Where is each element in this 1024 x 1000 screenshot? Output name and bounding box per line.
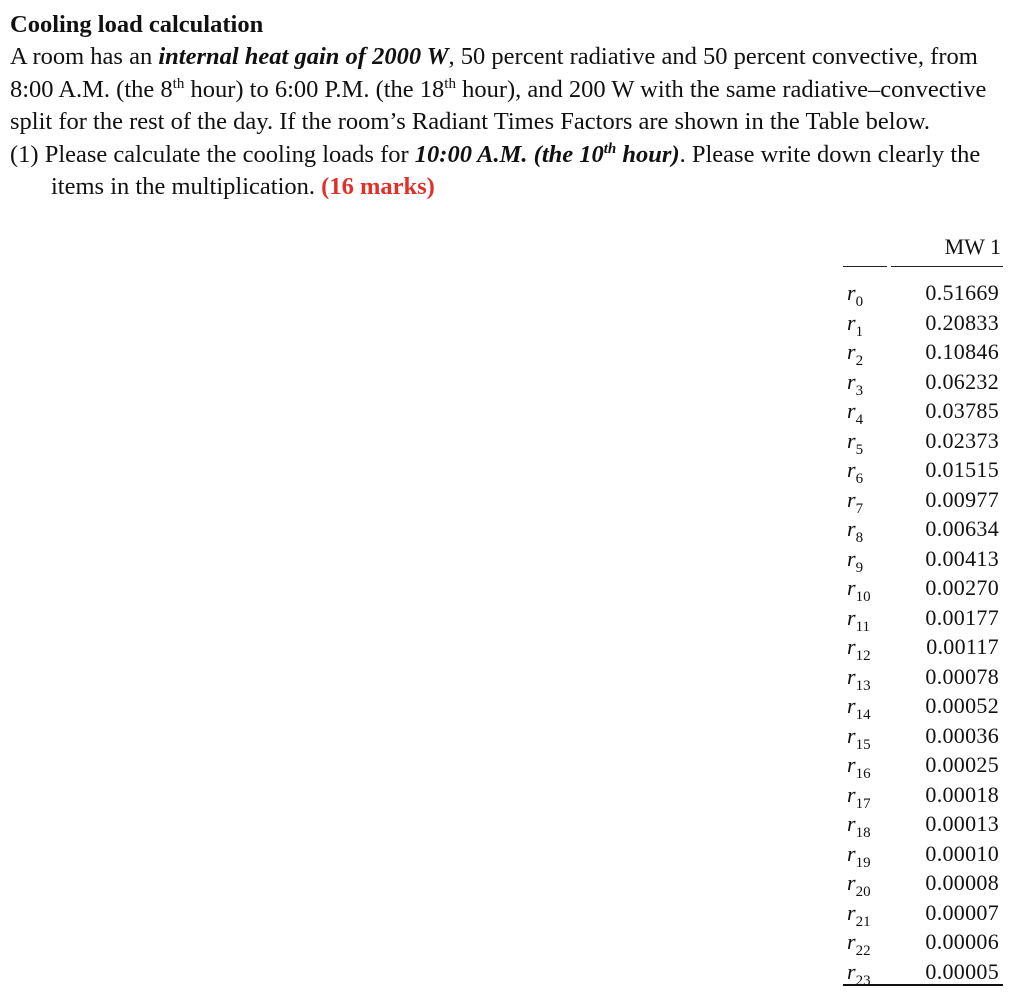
table-row (843, 337, 1003, 367)
table-row (843, 573, 1003, 603)
question-time-emphasis-end: hour) (616, 140, 680, 168)
rtf-symbol: $r_{20}$ (847, 870, 871, 900)
rtf-value: 0.10846 (925, 339, 999, 364)
ordinal-suffix: th (603, 140, 617, 157)
rtf-value: 0.01515 (925, 457, 999, 482)
rtf-symbol: $r_{10}$ (847, 575, 871, 605)
question-time-emphasis: 10:00 A.M. (the 10 (414, 140, 604, 168)
intro-text-2: , 50 percent radiative and 50 percent convective, from 8:00 A.M. (the 8 (10, 43, 978, 103)
table-row (843, 514, 1003, 544)
table-row (843, 868, 1003, 898)
rtf-symbol: $r_{11}$ (847, 604, 871, 635)
rtf-symbol: $r_7$ (847, 486, 864, 517)
rtf-symbol: $r_4$ (847, 398, 864, 428)
table-row (843, 691, 1003, 721)
rtf-value: 0.00007 (925, 899, 999, 925)
table-row (843, 632, 1003, 662)
rtf-symbol: $r_{14}$ (847, 693, 871, 723)
rtf-value: 0.00977 (925, 486, 999, 512)
problem-statement (10, 41, 1010, 139)
table-row (843, 455, 1003, 485)
rtf-symbol: $r_{15}$ (847, 722, 871, 753)
rtf-symbol: $r_{22}$ (847, 929, 871, 959)
rtf-value: 0.06232 (925, 368, 999, 394)
ordinal-suffix: th (172, 75, 185, 92)
rtf-value: 0.00018 (925, 781, 999, 807)
rtf-symbol: $r_6$ (847, 457, 864, 487)
rtf-value: 0.02373 (925, 427, 999, 453)
rtf-symbol: $r_{19}$ (847, 840, 871, 871)
intro-text-3: hour) to 6:00 P.M. (the 18 (184, 75, 445, 103)
table-row (843, 957, 1003, 987)
rtf-symbol: $r_2$ (847, 339, 864, 369)
rtf-value: 0.51669 (925, 280, 999, 305)
intro-text-1: A room has an (10, 43, 159, 70)
table-row (843, 544, 1003, 574)
rtf-symbol: $r_{16}$ (847, 752, 871, 782)
rtf-table (843, 232, 1003, 989)
rtf-value: 0.03785 (925, 398, 999, 423)
rtf-value: 0.00010 (925, 840, 999, 866)
rtf-value: 0.00005 (925, 958, 999, 984)
page-title: Cooling load calculation (10, 11, 264, 38)
rtf-symbol: $r_1$ (847, 309, 864, 340)
question-number: (1) (10, 140, 45, 168)
table-row (843, 721, 1003, 751)
rtf-symbol: $r_{18}$ (847, 811, 871, 841)
table-row (843, 780, 1003, 810)
table-row (843, 308, 1003, 338)
rtf-symbol: $r_{12}$ (847, 634, 871, 664)
table-row (843, 839, 1003, 869)
question-text-b: . Please write down clearly the items in the multiplication. (51, 140, 981, 200)
table-body (843, 278, 1003, 989)
rtf-value: 0.00008 (925, 870, 999, 895)
question-text-a: Please calculate the cooling loads for (44, 140, 415, 168)
rtf-value: 0.00270 (925, 575, 999, 600)
rtf-symbol: $r_5$ (847, 427, 864, 458)
rtf-symbol: $r_9$ (847, 545, 864, 576)
rtf-value: 0.00006 (925, 929, 999, 954)
rtf-value: 0.00013 (925, 811, 999, 836)
rtf-value: 0.00177 (925, 604, 999, 630)
rtf-symbol: $r_{21}$ (847, 899, 871, 930)
rtf-value: 0.00036 (925, 722, 999, 748)
rtf-symbol: $r_{23}$ (847, 958, 871, 989)
table-row (843, 927, 1003, 957)
table-bottom-rule (843, 984, 1003, 986)
table-row (843, 426, 1003, 456)
rtf-value: 0.00634 (925, 516, 999, 541)
rtf-value: 0.00025 (925, 752, 999, 777)
rtf-symbol: $r_8$ (847, 516, 864, 546)
document-body (10, 8, 1010, 203)
table-row (843, 367, 1003, 397)
table-row (843, 898, 1003, 928)
table-row (843, 485, 1003, 515)
table-row (843, 396, 1003, 426)
table-column-header: MW 1 (944, 234, 1001, 259)
intro-text-4: hour), and 200 W with the same radiative–convective split for the rest of the day. If the room’s Radiant Times Factors are shown in the Table below. (10, 75, 987, 135)
rtf-symbol: $r_{13}$ (847, 663, 871, 694)
rtf-value: 0.00413 (925, 545, 999, 571)
rtf-symbol: $r_0$ (847, 280, 864, 310)
table-row (843, 809, 1003, 839)
rtf-symbol: $r_3$ (847, 368, 864, 399)
rtf-value: 0.00117 (926, 634, 999, 659)
table-row (843, 662, 1003, 692)
table-row (843, 278, 1003, 308)
marks-label: (16 marks) (321, 172, 435, 200)
ordinal-suffix: th (444, 75, 456, 92)
table-row (843, 750, 1003, 780)
rtf-value: 0.00078 (925, 663, 999, 689)
heat-gain-emphasis: internal heat gain of 2000 W (158, 43, 449, 70)
rtf-value: 0.20833 (925, 309, 999, 335)
table-row (843, 603, 1003, 633)
question-1 (10, 139, 1010, 203)
rtf-symbol: $r_{17}$ (847, 781, 871, 812)
rtf-value: 0.00052 (925, 693, 999, 718)
